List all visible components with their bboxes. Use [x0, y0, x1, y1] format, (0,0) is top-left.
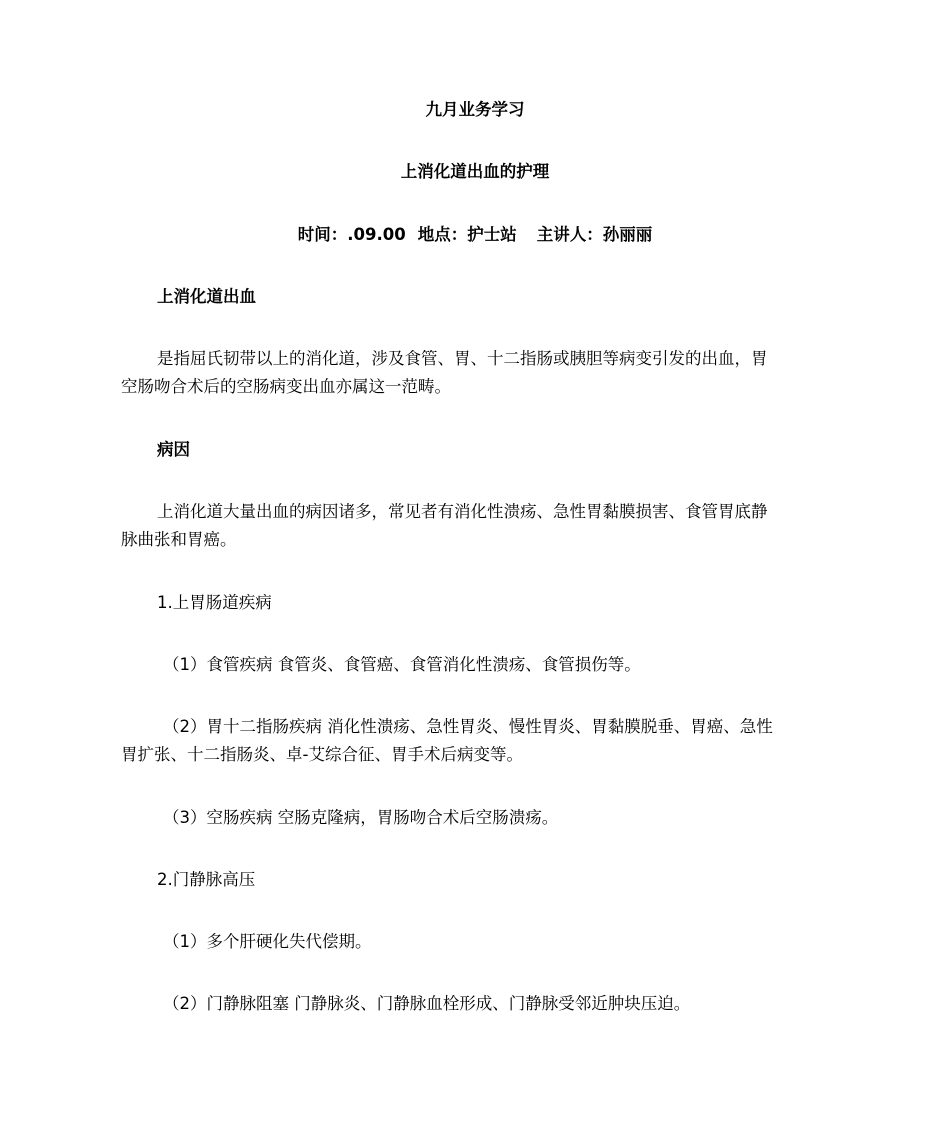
list-item-gastroduodenal-line-1: （2）胃十二指肠疾病 消化性溃疡、急性胃炎、慢性胃炎、胃黏膜脱垂、胃癌、急性: [163, 717, 773, 736]
list-item-gastroduodenal-line-2: 胃扩张、十二指肠炎、卓-艾综合征、胃手术后病变等。: [121, 745, 523, 764]
document-title: 上消化道出血的护理: [400, 162, 550, 181]
lecture-time: 时间：.09.00: [297, 225, 406, 244]
section-heading-definition: 上消化道出血: [157, 287, 256, 306]
lecture-place: 地点：护士站: [417, 225, 517, 244]
list-item-jejunal: （3）空肠疾病 空肠克隆病，胃肠吻合术后空肠溃疡。: [163, 808, 559, 827]
section-heading-etiology: 病因: [157, 440, 190, 459]
document-heading: 九月业务学习: [425, 100, 525, 119]
etiology-paragraph-line-1: 上消化道大量出血的病因诸多，常见者有消化性溃疡、急性胃黏膜损害、食管胃底静: [157, 502, 768, 521]
list-heading-gi-disease: 1.上胃肠道疾病: [157, 593, 272, 612]
etiology-paragraph-line-2: 脉曲张和胃癌。: [121, 530, 237, 549]
lecture-meta: [0, 225, 950, 245]
definition-paragraph-line-1: 是指屈氏韧带以上的消化道，涉及食管、胃、十二指肠或胰胆等病变引发的出血，胃: [157, 349, 768, 368]
list-item-portal-obstruction: （2）门静脉阻塞 门静脉炎、门静脉血栓形成、门静脉受邻近肿块压迫。: [163, 994, 691, 1013]
lecture-speaker: 主讲人：孙丽丽: [536, 225, 653, 244]
list-item-esophageal: （1）食管疾病 食管炎、食管癌、食管消化性溃疡、食管损伤等。: [163, 655, 641, 674]
list-heading-portal-hypertension: 2.门静脉高压: [157, 870, 256, 889]
definition-paragraph-line-2: 空肠吻合术后的空肠病变出血亦属这一范畴。: [121, 377, 451, 396]
list-item-cirrhosis: （1）多个肝硬化失代偿期。: [163, 932, 372, 951]
